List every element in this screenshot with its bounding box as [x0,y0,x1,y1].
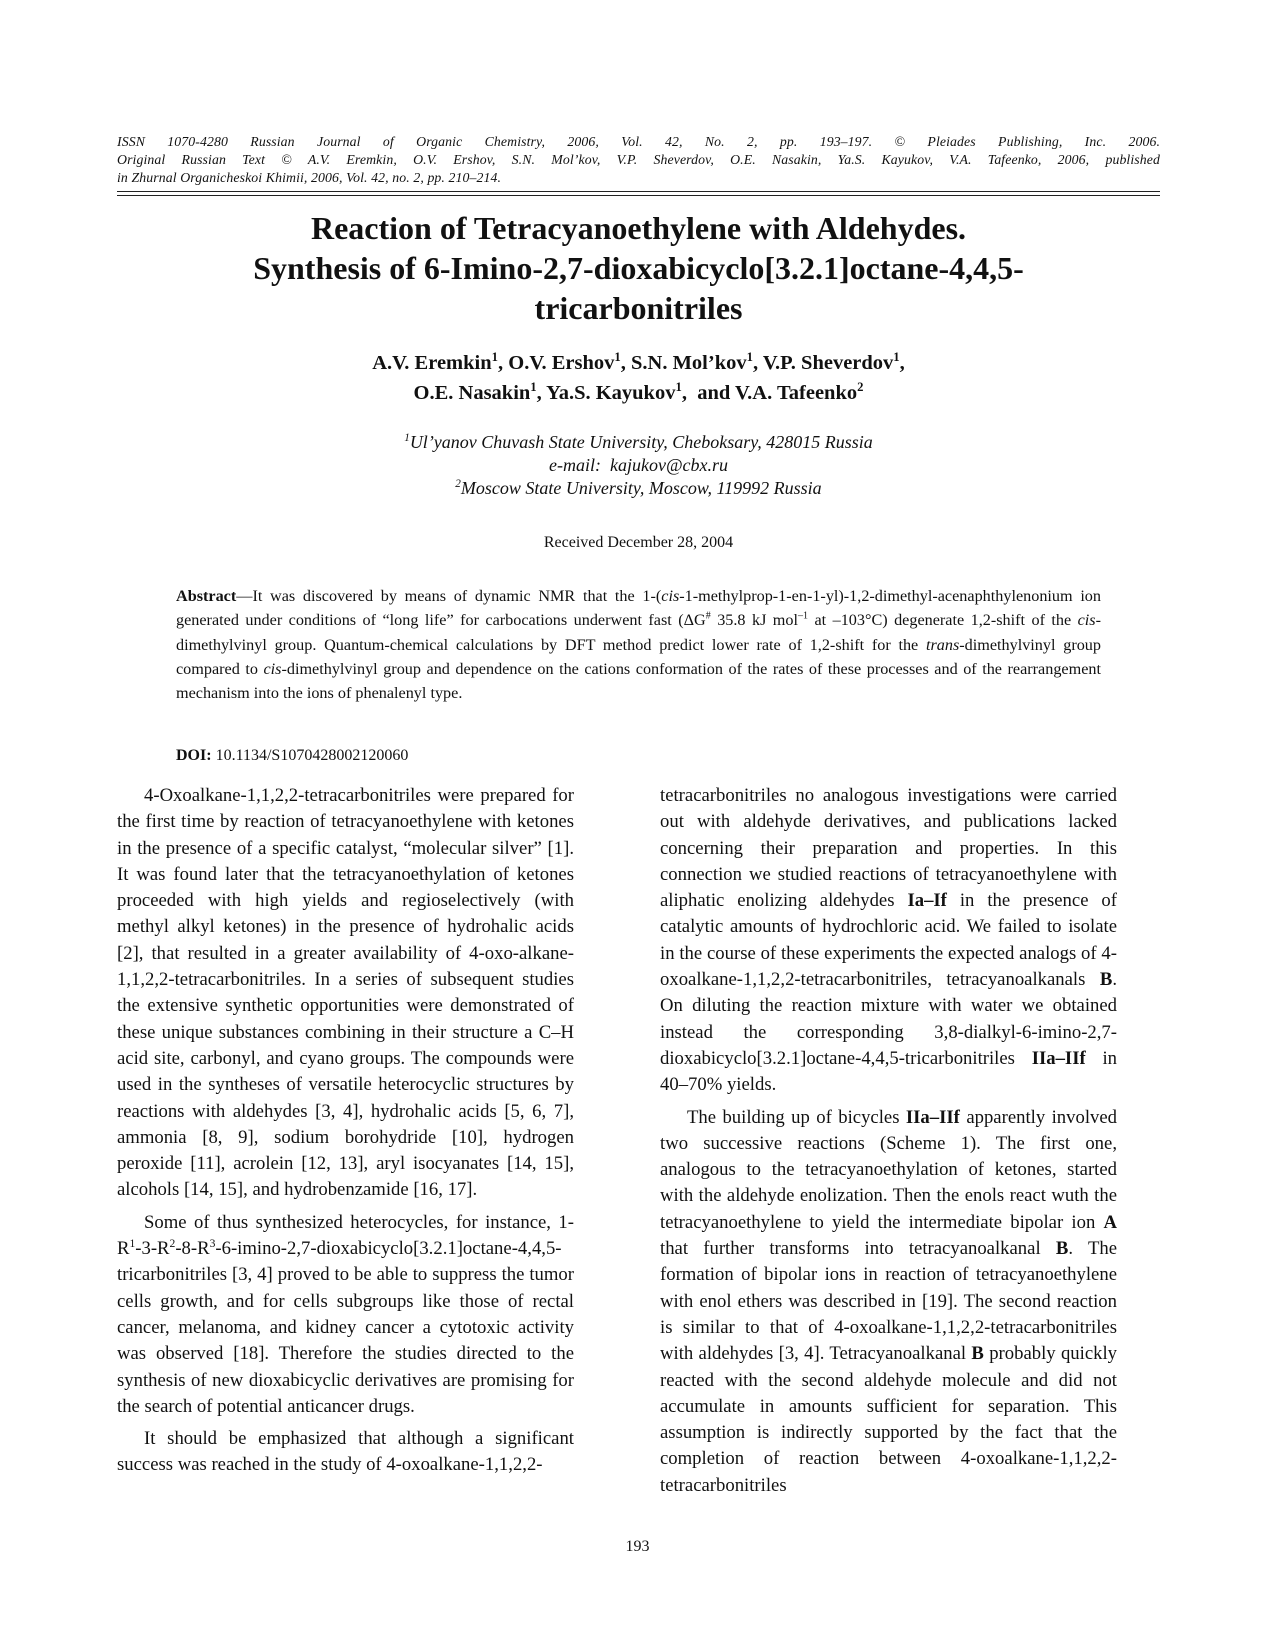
author-affil-sup: 1 [491,350,498,365]
author-name: Ya.S. Kayukov [546,382,676,404]
paragraph: 4-Oxoalkane-1,1,2,2-tetracarbonitriles were prepared for the first time by reaction of tetracyanoethylene with ketones in the presence of a specific catalyst, “molecular silver” [1]. It was found later that the tetracyanoethylation of ketones proceeded with high yields and regioselectively (with methyl alkyl ketones) in the presence of hydrohalic acids [2], that resulted in a greater availability of 4-oxo-alkane-1,1,2,2-tetracarbonitriles. In a series of subsequent studies the extensive synthetic opportunities were demonstrated of these unique substances combining in their structure a C–H acid site, carbonyl, and cyano groups. The compounds were used in the syntheses of versatile heterocyclic structures by reactions with aldehydes [3, 4], hydrohalic acids [5, 6, 7], ammonia [8, 9], sodium borohydride [10], hydrogen peroxide [11], acrolein [12, 13], aryl isocyanates [14, 15], alcohols [14, 15], and hydrobenzamide [16, 17]. [117,785,574,1201]
author-sep: , [536,382,547,404]
affiliation-sup: 2 [455,478,461,490]
author-sep: , [498,352,509,374]
paragraph-text: Some of thus synthesized heterocycles, for instance, 1-R [117,1211,574,1260]
doi-label: DOI: [176,747,212,764]
author-list [117,348,1160,408]
author-sep: , and [681,382,736,404]
affiliation-2 [117,477,1160,500]
abstract-text: -dimethylvinyl group. Quantum-chemical calculations by DFT method predict lower rate of 1,2-shift for the [176,611,1101,654]
paragraph-text: in the presence of catalytic amounts of hydrochloric acid. We failed to isolate in the course of these experiments the expected analogs of 4-oxoalkane-1,1,2,2-tetracarbonitriles, tetracyanoalkanals [660,890,1118,991]
author-affil-sup: 1 [530,380,537,395]
abstract-text: -1-methylprop-1-en-1-yl)-1,2-dimethyl-acenaphthylenonium ion generated under conditions of “long life” for carbocations underwent fast (ΔG [176,587,1101,630]
affiliation-text: Moscow State University, Moscow, 119992 Russia [460,478,822,498]
author-sep: , [899,352,905,374]
author-affil-sup: 2 [857,380,864,395]
paragraph [117,1210,574,1420]
header-line-3: in Zhurnal Organicheskoi Khimii, 2006, Vol. 42, no. 2, pp. 210–214. [117,170,502,185]
author-name: V.A. Tafeenko [735,382,858,404]
paper-title [117,208,1160,328]
abstract-text: -dimethylvinyl group and dependence on the cations conformation of the rates of these processes and of the rearrangement mechanism into the ions of phenalenyl type. [176,659,1101,703]
paragraph-text: in 40–70% yields. [660,1047,1117,1096]
doi-link[interactable]: 10.1134/S1070428002120060 [211,747,409,764]
compound-label: IIa–IIf [905,1106,960,1128]
author-line-1 [117,348,1160,378]
title-line-1: Reaction of Tetracyanoethylene with Aldehydes. [310,210,967,246]
abstract-sup: –1 [798,610,809,622]
author-affil-sup: 1 [746,350,753,365]
paragraph-text: The building up of bicycles [687,1106,906,1128]
abstract-italic: cis [661,587,680,605]
author-sep: , [620,352,631,374]
abstract-text: at –103°C) degenerate 1,2-shift of the [808,611,1078,630]
affiliation-sup: 1 [404,432,410,444]
paragraph-text: tetracarbonitriles no analogous investigations were carried out with aldehyde derivatives, and publications lacked concerning their preparation and properties. In this connection we studied reactions of tetracyanoethylene with aliphatic enolizing aldehydes [660,785,1117,912]
compound-label: B [1099,969,1113,991]
compound-label: IIa–IIf [1031,1047,1086,1069]
abstract-text: -dimethylvinyl group compared to [176,635,1101,678]
contact-email: e-mail: kajukov@cbx.ru [549,455,728,475]
author-affil-sup: 1 [893,350,900,365]
paragraph-text: . The formation of bipolar ions in reaction of tetracyanoethylene with enol ethers was described in [19]. The second reaction is similar to that of 4-oxoalkane-1,1,2,2-tetracarbonitriles with aldehydes [3, 4]. Tetracyanoalkanal [660,1238,1117,1365]
paragraph: It should be emphasized that although a significant success was reached in the study of 4-oxoalkane-1,1,2,2- [117,1428,574,1476]
superscript: 2 [169,1236,176,1250]
page-number: 193 [625,1538,650,1555]
affiliations [117,431,1160,500]
abstract-italic: cis [263,659,282,678]
paragraph-text: -8-R [175,1238,210,1260]
paragraph-text: probably quickly reacted with the second aldehyde molecule and did not accumulate in amounts sufficient for separation. This assumption is indirectly supported by the fact that the completion of reaction between 4-oxoalkane-1,1,2,2-tetracarbonitriles [660,1343,1118,1496]
superscript: 1 [129,1236,136,1250]
header-rule-top [117,191,1160,192]
superscript: 3 [209,1236,216,1250]
author-affil-sup: 1 [614,350,621,365]
compound-label: B [1055,1238,1069,1260]
author-name: O.E. Nasakin [413,382,531,404]
abstract-italic: trans [925,635,960,654]
body-column-left [117,783,574,1485]
paragraph-text: -6-imino-2,7-dioxabicyclo[3.2.1]octane-4,4,5-tricarbonitriles [3, 4] proved to be able to suppress the tumor cells growth, and for cells subgroups like those of rectal cancer, melanoma, and kidney cancer a cytotoxic activity was observed [18]. Therefore the studies directed to the synthesis of new dioxabicyclic derivatives are promising for the search of potential anticancer drugs. [117,1238,574,1417]
author-name: A.V. Eremkin [372,352,492,374]
paragraph-text: apparently involved two successive reactions (Scheme 1). The first one, analogous to the tetracyanoethylation of ketones, started with the aldehyde enolization. Then the enols react wuth the tetracyanoethylene to yield the intermediate bipolar ion [660,1106,1117,1233]
body-column-right [660,783,1117,1505]
header-line-1: ISSN 1070-4280 Russian Journal of Organic Chemistry, 2006, Vol. 42, No. 2, pp. 193–197. © Pleiades Publishing, Inc. 2006. [117,134,1160,149]
abstract-text: —It was discovered by means of dynamic NMR that the 1-( [236,587,662,605]
author-name: S.N. Mol’kov [631,352,747,374]
paragraph [660,783,1117,1099]
doi [176,745,776,767]
title-line-3: tricarbonitriles [534,290,743,326]
abstract-label: Abstract [176,587,237,605]
paragraph-text: that further transforms into tetracyanoalkanal [660,1238,1056,1260]
abstract-italic: cis [1077,611,1096,630]
author-affil-sup: 1 [675,380,682,395]
received-date: Received December 28, 2004 [543,534,734,551]
paragraph [660,1105,1117,1499]
affiliation-text: Ul’yanov Chuvash State University, Cheboksary, 428015 Russia [409,432,873,452]
paragraph-text: . On diluting the reaction mixture with water we obtained instead the corresponding 3,8-dialkyl-6-imino-2,7-dioxabicyclo[3.2.1]octane-4,4,5-tricarbonitriles [660,969,1117,1069]
author-line-2 [117,378,1160,408]
paragraph-text: -3-R [135,1238,170,1260]
title-line-2: Synthesis of 6-Imino-2,7-dioxabicyclo[3.2.1]octane-4,4,5- [253,250,1024,286]
author-name: O.V. Ershov [508,352,615,374]
abstract [176,584,1101,705]
author-sep: , [752,352,763,374]
journal-header [117,133,1160,187]
compound-label: A [1103,1211,1117,1233]
abstract-sup: # [705,610,711,622]
author-name: V.P. Sheverdov [762,352,894,374]
compound-label: Ia–If [907,890,947,912]
abstract-text: 35.8 kJ mol [710,611,798,630]
affiliation-1 [117,431,1160,454]
compound-label: B [971,1343,984,1365]
header-rule-bottom [117,195,1160,196]
header-line-2: Original Russian Text © A.V. Eremkin, O.V. Ershov, S.N. Mol’kov, V.P. Sheverdov, O.E. Nasakin, Ya.S. Kayukov, V.A. Tafeenko, 2006, published [117,152,1160,167]
